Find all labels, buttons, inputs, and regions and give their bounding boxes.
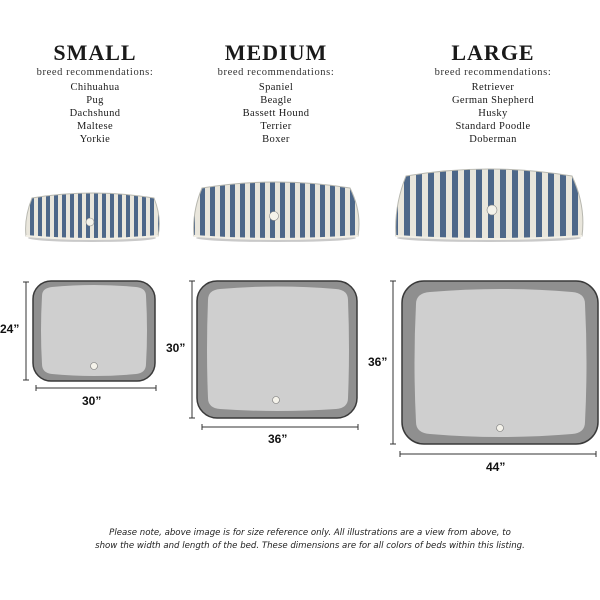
breed-item: Standard Poodle [455, 121, 531, 132]
breed-item: Husky [478, 108, 508, 119]
breed-item: Retriever [471, 82, 515, 93]
bed-label-icon [270, 212, 279, 221]
size-title-large: LARGE [451, 40, 535, 65]
width-label-large: 44” [486, 460, 506, 474]
breed-item: Spaniel [258, 82, 294, 93]
bed-photo-medium [190, 178, 362, 242]
breed-heading-large: breed recommendations: [434, 67, 552, 78]
note-line-2: show the width and length of the bed. These dimensions are for all colors of beds within this listing. [95, 541, 525, 551]
size-title-small: SMALL [53, 40, 137, 65]
breed-list-small [20, 81, 170, 146]
bed-diagram-large [388, 278, 600, 462]
breed-list-medium [200, 81, 352, 146]
width-label-medium: 36” [268, 432, 288, 446]
breed-item: Terrier [260, 121, 292, 132]
breed-list-large [418, 81, 568, 146]
width-label-small: 30” [82, 394, 102, 408]
breed-item: German Shepherd [451, 95, 535, 106]
bed-label-icon [86, 218, 94, 226]
breed-item: Dachshund [69, 108, 121, 119]
bed-label-icon [273, 397, 280, 404]
breed-item: Pug [86, 95, 104, 106]
height-label-small: 24” [0, 322, 20, 336]
breed-item: Chihuahua [70, 82, 120, 93]
breed-item: Boxer [262, 134, 290, 145]
breed-heading-small: breed recommendations: [36, 67, 154, 78]
breed-heading-medium: breed recommendations: [217, 67, 335, 78]
note-line-1: Please note, above image is for size reference only. All illustrations are a view from above, to [109, 528, 511, 538]
bed-photo-large [392, 166, 586, 242]
breed-item: Bassett Hound [242, 108, 310, 119]
breed-item: Maltese [76, 121, 114, 132]
breed-item: Yorkie [79, 134, 111, 145]
bed-diagram-small [20, 278, 165, 396]
bed-label-icon [497, 425, 504, 432]
bed-diagram-medium [186, 278, 364, 436]
height-label-medium: 30” [166, 341, 186, 355]
breed-item: Beagle [260, 95, 292, 106]
breed-item: Doberman [469, 134, 517, 145]
bed-photo-small [22, 186, 162, 242]
size-title-medium: MEDIUM [224, 40, 328, 65]
bed-label-icon [487, 205, 497, 215]
height-label-large: 36” [368, 355, 388, 369]
size-disclaimer-note [60, 527, 560, 553]
bed-label-icon [91, 363, 98, 370]
